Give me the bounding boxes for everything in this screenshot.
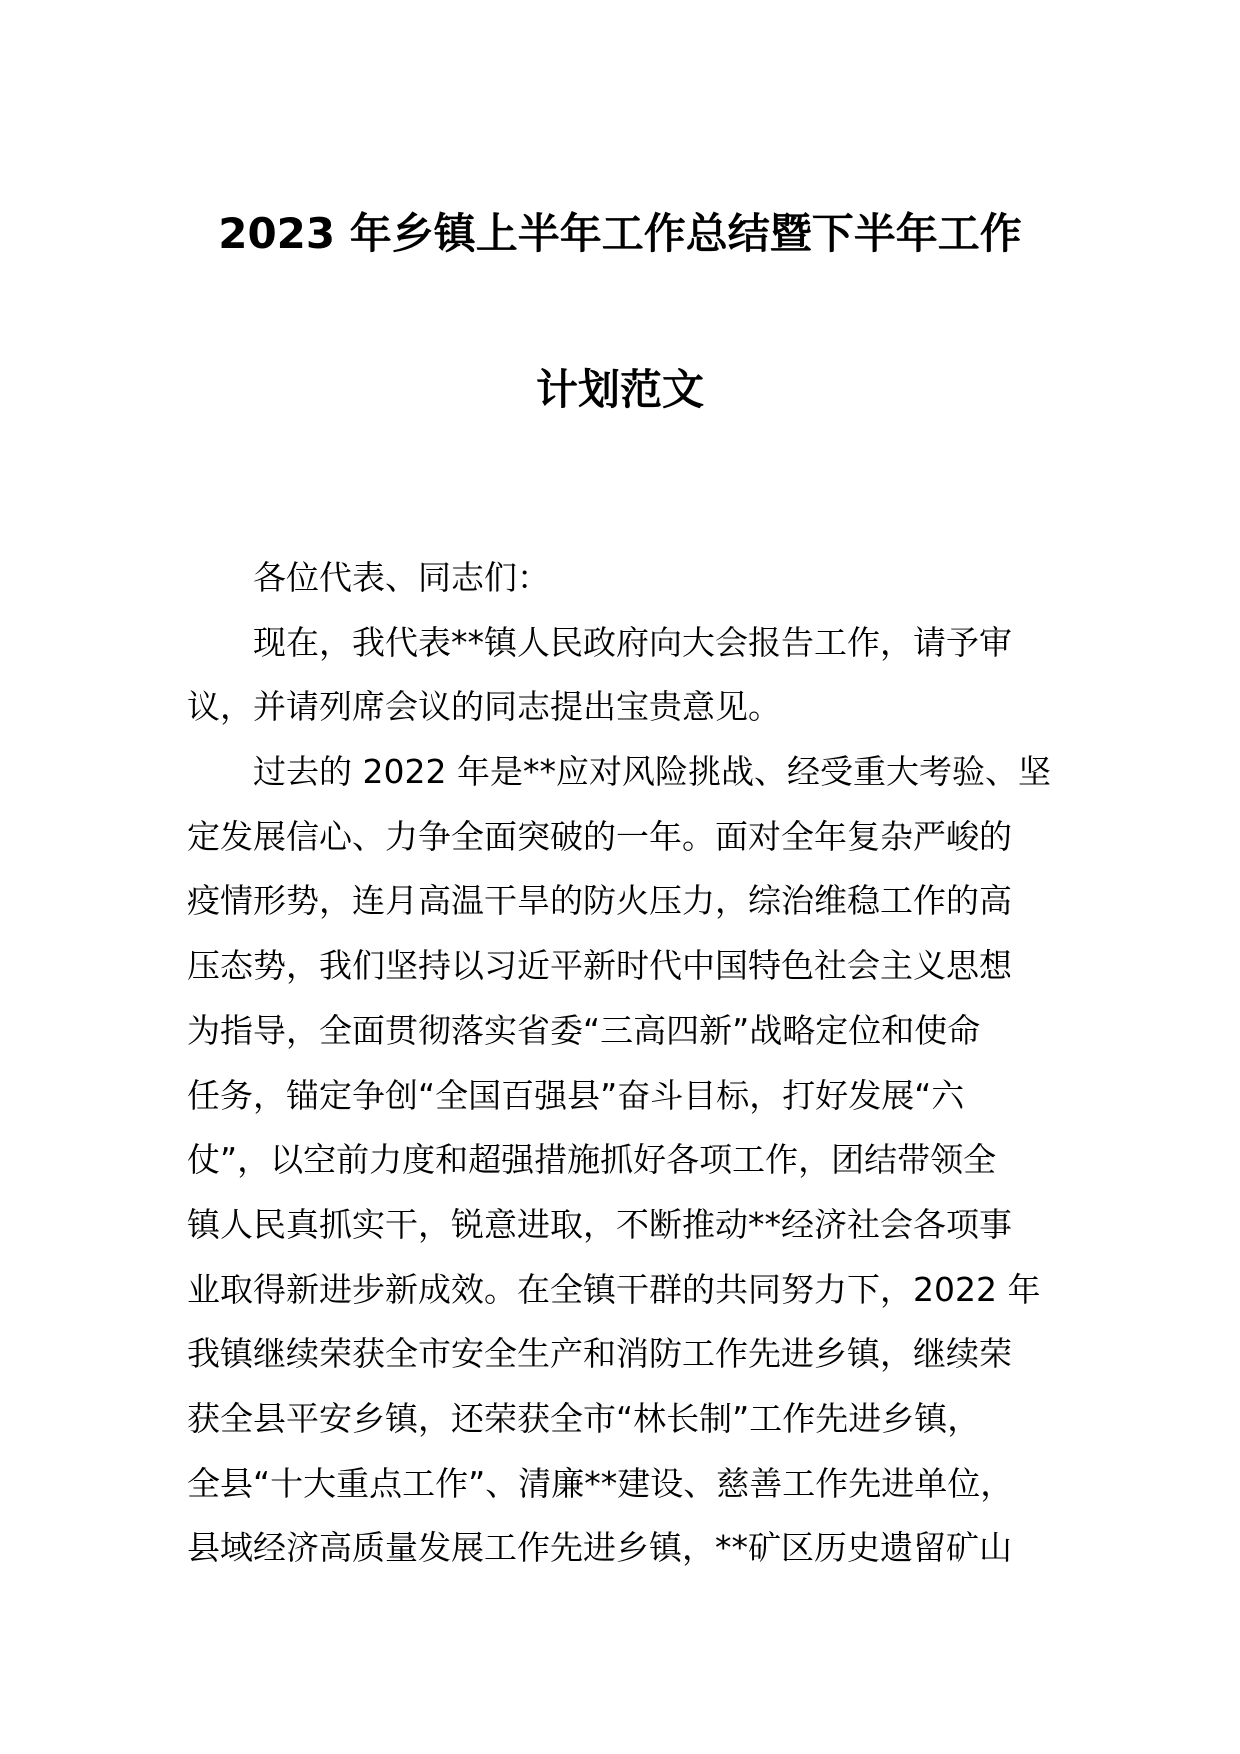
body-text-line: 镇人民真抓实干，锐意进取，不断推动**经济社会各项事 [187, 1204, 1012, 1244]
body-text-line: 县域经济高质量发展工作先进乡镇，**矿区历史遗留矿山 [187, 1528, 1012, 1568]
document-title-line-2: 计划范文 [535, 365, 704, 414]
body-text-line: 各位代表、同志们： [253, 558, 550, 597]
body-text-line: 现在，我代表**镇人民政府向大会报告工作，请予审 [253, 622, 1012, 662]
body-text-line: 议，并请列席会议的同志提出宝贵意见。 [187, 687, 781, 727]
body-text-line: 仗”，以空前力度和超强措施抓好各项工作，团结带领全 [187, 1140, 997, 1180]
body-text-line: 压态势，我们坚持以习近平新时代中国特色社会主义思想 [187, 946, 1012, 986]
body-text-line: 疫情形势，连月高温干旱的防火压力，综治维稳工作的高 [187, 881, 1012, 921]
body-text-line: 过去的 2022 年是**应对风险挑战、经受重大考验、坚 [253, 752, 1051, 792]
body-text-line: 全县“十大重点工作”、清廉**建设、慈善工作先进单位， [187, 1463, 1014, 1503]
document-body [187, 546, 1067, 1581]
body-text-line: 任务，锚定争创“全国百强县”奋斗目标，打好发展“六 [187, 1075, 965, 1115]
body-text-line: 我镇继续荣获全市安全生产和消防工作先进乡镇，继续荣 [187, 1334, 1012, 1374]
document-title-line-1: 2023 年乡镇上半年工作总结暨下半年工作 [218, 209, 1022, 258]
body-text-line: 为指导，全面贯彻落实省委“三高四新”战略定位和使命 [187, 1010, 981, 1050]
body-text-line: 业取得新进步新成效。在全镇干群的共同努力下，2022 年 [187, 1269, 1041, 1309]
body-text-line: 定发展信心、力争全面突破的一年。面对全年复杂严峻的 [187, 816, 1012, 856]
body-text-line: 获全县平安乡镇，还荣获全市“林长制”工作先进乡镇， [187, 1398, 981, 1438]
